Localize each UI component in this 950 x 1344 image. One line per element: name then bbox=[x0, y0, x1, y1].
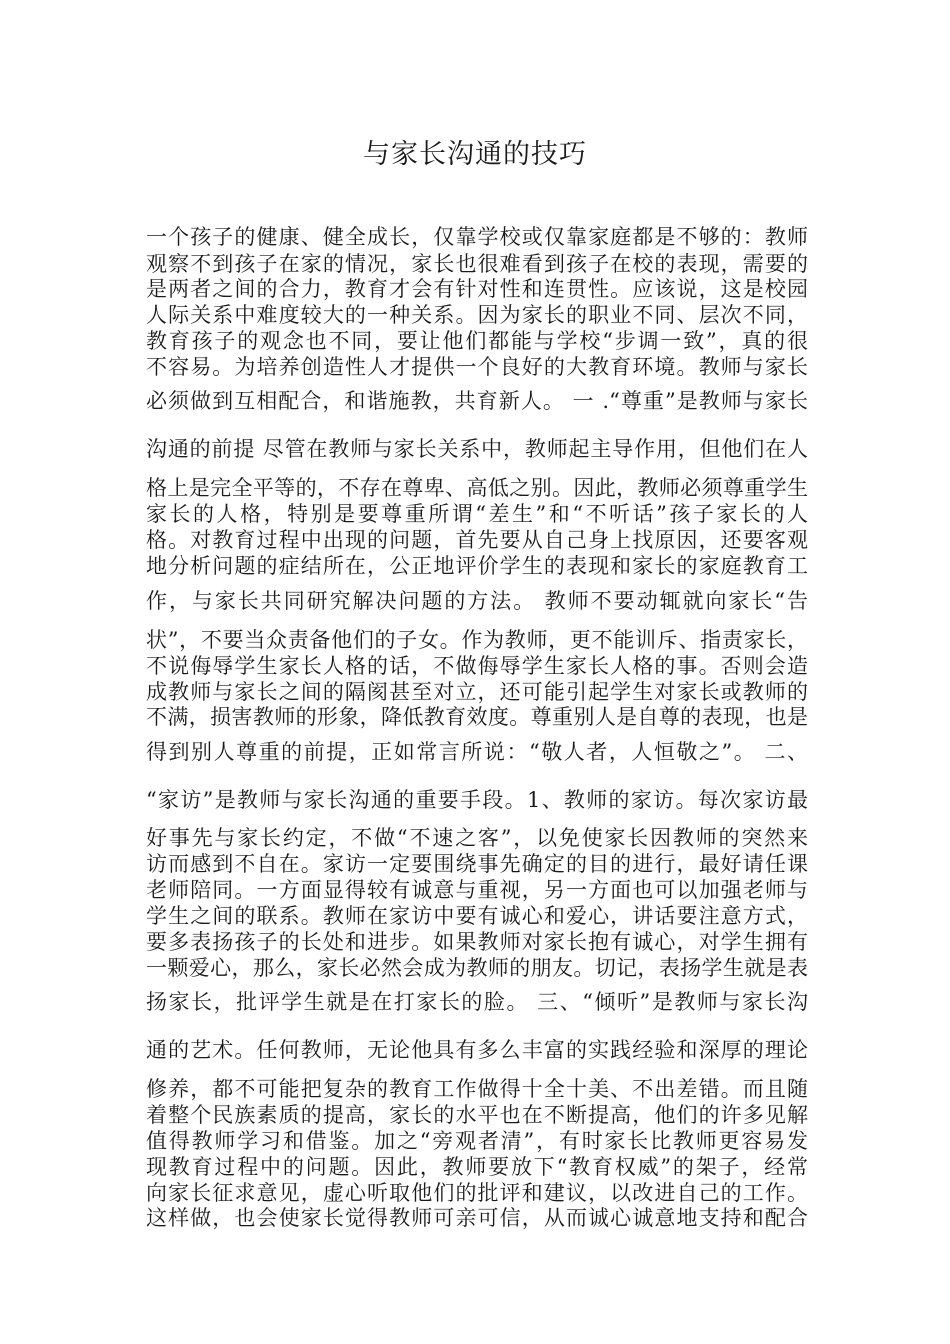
body-line: 着整个民族素质的提高，家长的水平也在不断提高，他们的许多见解 bbox=[146, 1103, 808, 1127]
document-title: 与家长沟通的技巧 bbox=[363, 139, 587, 170]
body-line: 地分析问题的症结所在，公正地评价学生的表现和家长的家庭教育工 bbox=[146, 554, 808, 578]
body-line: 向家长征求意见，虚心听取他们的批评和建议，以改进自己的工作。 bbox=[146, 1181, 808, 1205]
body-line: 不容易。为培养创造性人才提供一个良好的大教育环境。教师与家长 bbox=[146, 355, 808, 379]
body-line: 访而感到不自在。家访一定要围绕事先确定的目的进行，最好请任课 bbox=[146, 852, 808, 876]
body-line: 家长的人格，特别是要尊重所谓“差生”和“不听话”孩子家长的人 bbox=[146, 502, 808, 526]
body-line: 值得教师学习和借鉴。加之“旁观者清”，有时家长比教师更容易发 bbox=[146, 1129, 808, 1153]
body-line: 必须做到互相配合，和谐施教，共育新人。 一 .“尊重”是教师与家长 bbox=[146, 389, 808, 413]
body-line: 扬家长，批评学生就是在打家长的脸。 三、“倾听”是教师与家长沟 bbox=[146, 990, 808, 1014]
body-line: 成教师与家长之间的隔阂甚至对立，还可能引起学生对家长或教师的 bbox=[146, 680, 808, 704]
body-line: 作，与家长共同研究解决问题的方法。 教师不要动辄就向家长“告 bbox=[146, 589, 808, 613]
body-line: 是两者之间的合力，教育才会有针对性和连贯性。应该说，这是校园 bbox=[146, 277, 808, 301]
body-line: 老师陪同。一方面显得较有诚意与重视，另一方面也可以加强老师与 bbox=[146, 878, 808, 902]
body-line: 一个孩子的健康、健全成长，仅靠学校或仅靠家庭都是不够的：教师 bbox=[146, 225, 808, 249]
body-line: 状”，不要当众责备他们的子女。作为教师，更不能训斥、指责家长， bbox=[146, 628, 808, 652]
body-line: 这样做，也会使家长觉得教师可亲可信，从而诚心诚意地支持和配合 bbox=[146, 1206, 808, 1230]
body-line: 观察不到孩子在家的情况，家长也很难看到孩子在校的表现，需要的 bbox=[146, 252, 808, 276]
body-line: 通的艺术。任何教师，无论他具有多么丰富的实践经验和深厚的理论 bbox=[146, 1038, 808, 1062]
body-line: 不说侮辱学生家长人格的话，不做侮辱学生家长人格的事。否则会造 bbox=[146, 654, 808, 678]
body-line: 一颗爱心，那么，家长必然会成为教师的朋友。切记，表扬学生就是表 bbox=[146, 956, 808, 980]
body-line: 格。对教育过程中出现的问题，首先要从自己身上找原因，还要客观 bbox=[146, 528, 808, 552]
body-line: 要多表扬孩子的长处和进步。如果教师对家长抱有诚心，对学生拥有 bbox=[146, 930, 808, 954]
body-line: 沟通的前提 尽管在教师与家长关系中，教师起主导作用，但他们在人 bbox=[146, 437, 808, 461]
body-line: “家访”是教师与家长沟通的重要手段。1、教师的家访。每次家访最 bbox=[146, 788, 808, 812]
body-line: 好事先与家长约定，不做“不速之客”，以免使家长因教师的突然来 bbox=[146, 826, 808, 850]
body-line: 教育孩子的观念也不同，要让他们都能与学校“步调一致”，真的很 bbox=[146, 329, 808, 353]
body-line: 不满，损害教师的形象，降低教育效度。尊重别人是自尊的表现，也是 bbox=[146, 705, 808, 729]
body-line: 现教育过程中的问题。因此，教师要放下“教育权威”的架子，经常 bbox=[146, 1155, 808, 1179]
body-line: 格上是完全平等的，不存在尊卑、高低之别。因此，教师必须尊重学生 bbox=[146, 476, 808, 500]
body-line: 修养，都不可能把复杂的教育工作做得十全十美、不出差错。而且随 bbox=[146, 1077, 808, 1101]
body-line: 人际关系中难度较大的一种关系。因为家长的职业不同、层次不同， bbox=[146, 303, 808, 327]
body-line: 得到别人尊重的前提，正如常言所说：“敬人者，人恒敬之”。 二、 bbox=[146, 740, 808, 764]
body-line: 学生之间的联系。教师在家访中要有诚心和爱心，讲话要注意方式， bbox=[146, 904, 808, 928]
